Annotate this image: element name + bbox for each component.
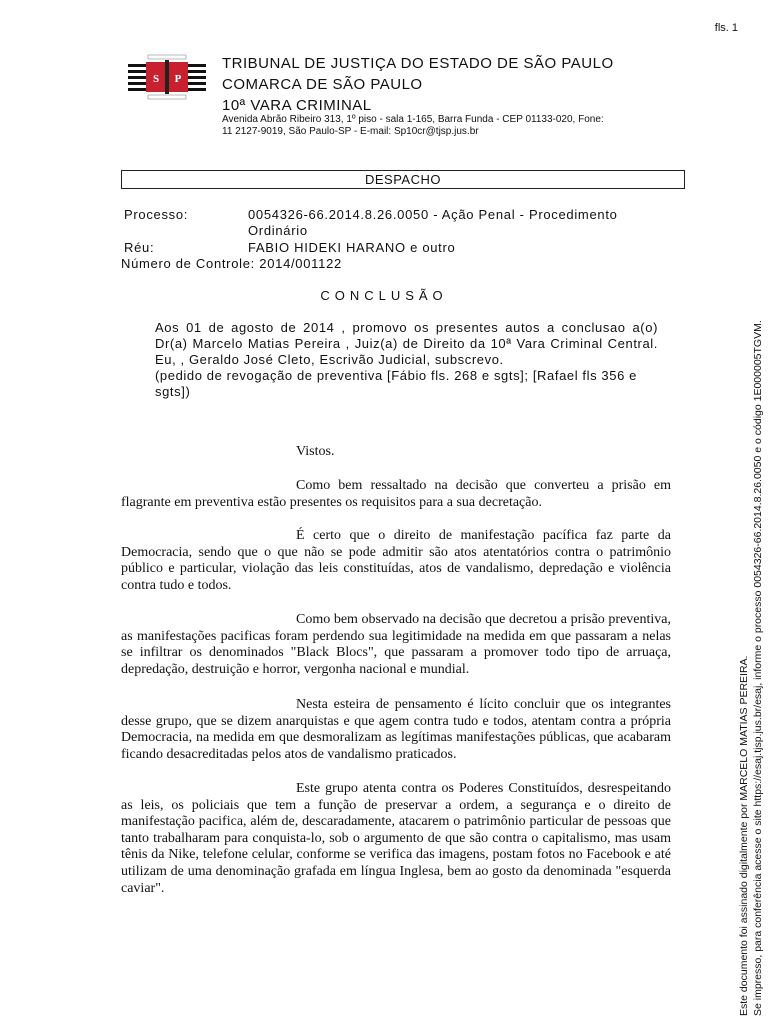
signature-line: Este documento foi assinado digitalmente por MARCELO MATIAS PEREIRA.	[738, 655, 750, 1016]
body-paragraph: Nesta esteira de pensamento é lícito concluir que os integrantes desse grupo, que se dizem anarquistas e que agem contra tudo e todos, atentam contra a própria Democracia, na medida em que desmoralizam as legítimas manifestações públicas, que acabaram ficando desacreditadas pelos atos de vandalismo praticados.	[121, 697, 671, 762]
body-paragraph: Este grupo atenta contra os Poderes Constituídos, desrespeitando as leis, os policiais que tem a função de preservar a ordem, a segurança e o direito de manifestação pacifica, além de, descaradamente, atacarem o patrimônio particular de pessoas que tanto trabalharam para conquista-lo, sob o argumento de que são contra o capitalismo, mas usam tênis da Nike, telefone celular, conforme se verifica das imagens, postam fotos no Facebook e até utilizam de uma denominação grafada em língua Inglesa, bem ao gosto da denominada "esquerda caviar".	[121, 781, 671, 896]
conclusao-text: Aos 01 de agosto de 2014 , promovo os presentes autos a conclusao a(o) Dr(a) Marcelo Matias Pereira , Juiz(a) de Direito da 10ª Vara Criminal Central. Eu, , Geraldo José Cleto, Escrivão Judicial, subscrevo.	[155, 320, 658, 367]
address-line-2: 11 2127-9019, São Paulo-SP - E-mail: Sp10cr@tjsp.jus.br	[222, 126, 479, 137]
processo-value: 0054326-66.2014.8.26.0050 - Ação Penal - Procedimento Ordinário	[248, 207, 618, 238]
svg-text:P: P	[174, 73, 182, 85]
court-coat-of-arms-logo	[128, 52, 206, 102]
processo-label: Processo:	[124, 207, 189, 222]
court-header	[222, 53, 614, 116]
comarca-name: COMARCA DE SÃO PAULO	[222, 76, 423, 93]
control-number: Número de Controle: 2014/001122	[121, 256, 342, 271]
reu-label: Réu:	[124, 240, 155, 255]
address-line-1: Avenida Abrão Ribeiro 313, 1º piso - sala 1-165, Barra Funda - CEP 01133-020, Fone:	[222, 114, 604, 125]
reu-value: FABIO HIDEKI HARANO e outro	[248, 240, 456, 255]
conclusao-note: (pedido de revogação de preventiva [Fábio fls. 268 e sgts]; [Rafael fls 356 e sgts])	[155, 368, 637, 399]
conclusao-title: CONCLUSÃO	[320, 288, 448, 303]
document-type-title: DESPACHO	[121, 170, 685, 189]
body-paragraph: É certo que o direito de manifestação pacífica faz parte da Democracia, sendo que o que não se pode admitir são atos atentatórios contra o patrimônio público e particular, violação das leis constituídas, atos de vandalismo, depredação e violência contra tudo e todos.	[121, 528, 671, 593]
body-paragraph: Como bem ressaltado na decisão que converteu a prisão em flagrante em preventiva estão presentes os requisitos para a sua decretação.	[121, 478, 671, 510]
vistos-heading: Vistos.	[296, 444, 335, 459]
svg-text:S: S	[152, 73, 160, 85]
conclusao-block	[155, 320, 658, 400]
court-address	[222, 114, 682, 138]
vara-name: 10ª VARA CRIMINAL	[222, 97, 372, 114]
body-paragraph: Como bem observado na decisão que decretou a prisão preventiva, as manifestações pacificas foram perdendo sua legitimidade na medida em que passaram a nelas se infiltrar os denominados "Black Blocs", que passaram a promover todo tipo de arruaça, depredação, destruição e horror, vergonha nacional e mundial.	[121, 612, 671, 677]
court-name: TRIBUNAL DE JUSTIÇA DO ESTADO DE SÃO PAULO	[222, 55, 614, 72]
digital-signature-note	[737, 256, 765, 1016]
page-number: fls. 1	[714, 22, 738, 34]
verification-line: Se impresso, para conferência acesse o site https://esaj.tjsp.jus.br/esaj, informe o processo 0054326-66.2014.8.26.0050 e o código 1E000005TGVM.	[752, 320, 764, 1016]
